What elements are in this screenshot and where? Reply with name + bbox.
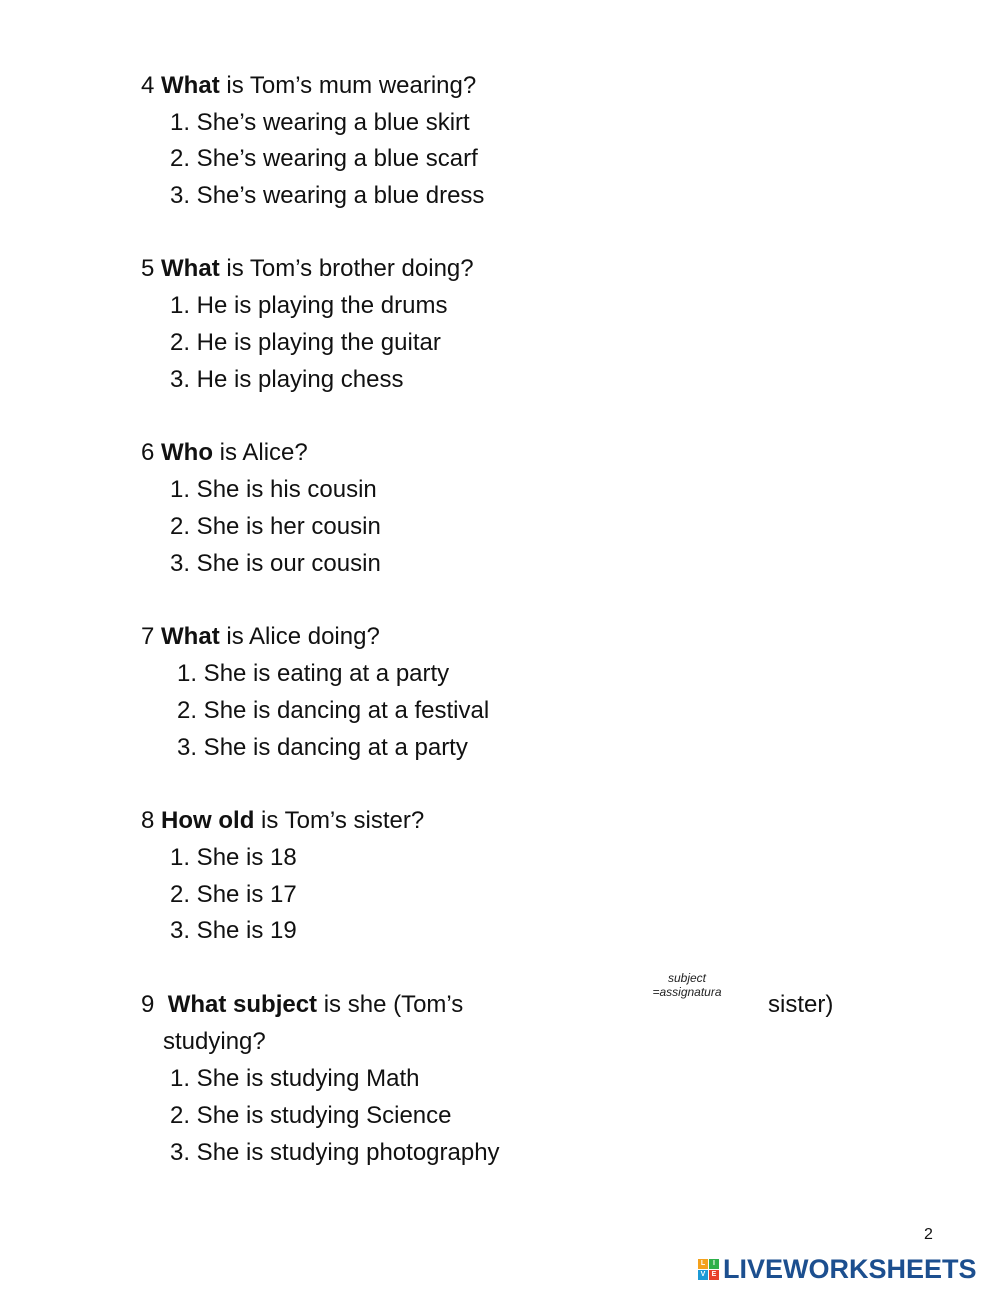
option-7-3[interactable]: 3. She is dancing at a party (177, 734, 468, 761)
vocabulary-note (640, 971, 734, 999)
question-5 (141, 254, 474, 284)
option-9-1[interactable]: 1. She is studying Math (170, 1065, 420, 1092)
question-6 (141, 438, 308, 468)
option-6-2[interactable]: 2. She is her cousin (170, 513, 381, 540)
question-text: is Alice doing? (219, 623, 380, 650)
option-7-1[interactable]: 1. She is eating at a party (177, 660, 450, 687)
option-6-3[interactable]: 3. She is our cousin (170, 550, 381, 577)
question-number: 9 (141, 991, 155, 1018)
option-4-2[interactable]: 2. She’s wearing a blue scarf (170, 145, 478, 172)
option-5-1[interactable]: 1. He is playing the drums (170, 292, 448, 319)
question-9-line2: studying? (163, 1028, 266, 1055)
question-text: is Alice? (213, 439, 308, 466)
question-number: 7 (141, 623, 155, 650)
question-text: is Tom’s sister? (254, 807, 425, 834)
logo-letter: L (698, 1259, 708, 1269)
question-text: is Tom’s brother doing? (219, 255, 474, 282)
question-number: 4 (141, 72, 155, 99)
note-line-1: subject (667, 971, 707, 985)
question-keyword: What (161, 72, 220, 99)
question-keyword: What subject (167, 991, 318, 1018)
option-6-1[interactable]: 1. She is his cousin (170, 476, 377, 503)
option-4-3[interactable]: 3. She’s wearing a blue dress (170, 182, 485, 209)
question-7 (141, 622, 380, 652)
page-number: 2 (924, 1226, 933, 1243)
question-4 (141, 71, 476, 101)
brand-name: LIVEWORKSHEETS (723, 1253, 977, 1284)
option-8-3[interactable]: 3. She is 19 (170, 917, 297, 944)
logo-letter: E (709, 1270, 719, 1280)
note-line-2: =assignatura (652, 985, 722, 999)
question-number: 6 (141, 439, 155, 466)
question-8 (141, 806, 424, 836)
question-9-continuation: sister) (768, 991, 834, 1018)
option-4-1[interactable]: 1. She’s wearing a blue skirt (170, 109, 470, 136)
question-keyword: How old (161, 807, 255, 834)
question-number: 5 (141, 255, 155, 282)
option-8-2[interactable]: 2. She is 17 (170, 881, 297, 908)
question-text: is she (Tom’s (317, 991, 464, 1018)
question-9 (141, 990, 463, 1020)
option-9-2[interactable]: 2. She is studying Science (170, 1102, 452, 1129)
option-5-3[interactable]: 3. He is playing chess (170, 366, 404, 393)
logo-letter: V (698, 1270, 708, 1280)
option-8-1[interactable]: 1. She is 18 (170, 844, 297, 871)
question-text: is Tom’s mum wearing? (219, 72, 477, 99)
question-keyword: Who (161, 439, 214, 466)
question-keyword: What (161, 623, 220, 650)
question-number: 8 (141, 807, 155, 834)
question-keyword: What (161, 255, 220, 282)
logo-letter: I (709, 1259, 719, 1269)
option-5-2[interactable]: 2. He is playing the guitar (170, 329, 441, 356)
option-9-3[interactable]: 3. She is studying photography (170, 1139, 500, 1166)
liveworksheets-logo[interactable] (698, 1253, 977, 1284)
option-7-2[interactable]: 2. She is dancing at a festival (177, 697, 490, 724)
logo-icon (698, 1259, 719, 1280)
